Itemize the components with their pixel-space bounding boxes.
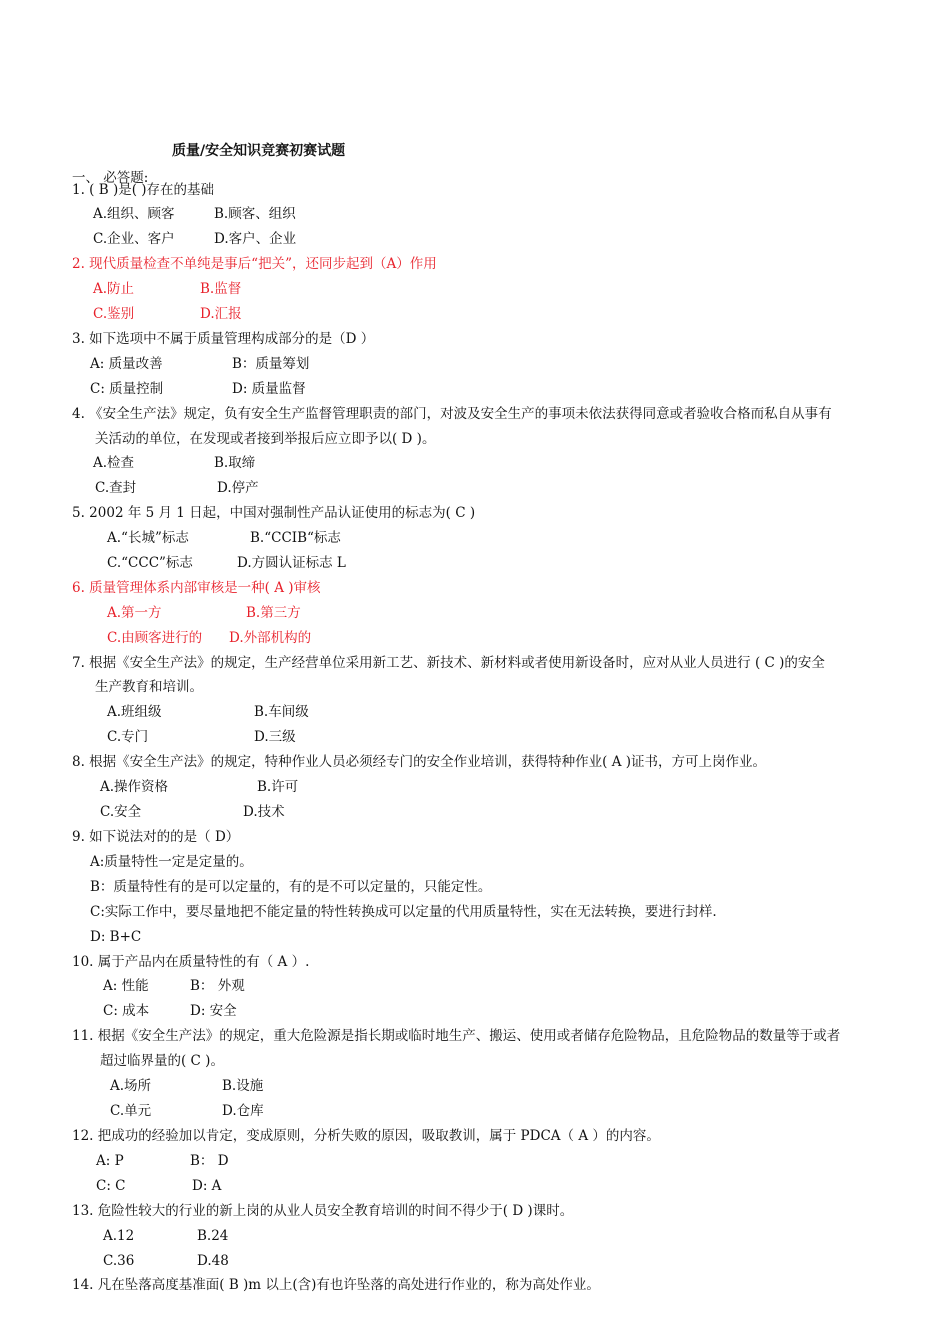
question-9-stem-line: D: B+C: [90, 929, 142, 945]
question-12-stem-line: 12. 把成功的经验加以肯定，变成原则，分析失败的原因，吸取教训，属于 PDCA（ A ）的内容。: [72, 1128, 660, 1144]
question-1-stem-line: 1. ( B )是( )存在的基础: [72, 182, 215, 198]
section-heading: 一、 必答题:: [72, 170, 149, 186]
question-5-option: C.“CCC”标志: [107, 555, 193, 571]
question-10-option: D: 安全: [190, 1003, 237, 1019]
question-3-stem-line: 3. 如下选项中不属于质量管理构成部分的是（D ）: [72, 331, 375, 347]
question-2-option: D.汇报: [200, 306, 242, 322]
question-3-option: A: 质量改善: [90, 356, 163, 372]
page-title: 质量/安全知识竞赛初赛试题: [172, 143, 346, 159]
question-3-option: C: 质量控制: [90, 381, 164, 397]
question-11-option: A.场所: [110, 1078, 152, 1094]
question-1-option: C.企业、客户: [93, 231, 175, 247]
question-5-option: D.方圆认证标志 L: [237, 555, 346, 571]
question-13-option: D.48: [197, 1253, 229, 1269]
question-11-option: C.单元: [110, 1103, 152, 1119]
question-4-option: C.查封: [95, 480, 137, 496]
question-9-stem-line: C:实际工作中，要尽量地把不能定量的特性转换成可以定量的代用质量特性，实在无法转换，要进行封样.: [90, 904, 717, 920]
question-5-option: B.“CCIB“标志: [250, 530, 341, 546]
question-1-option: D.客户、企业: [214, 231, 297, 247]
question-8-option: B.许可: [257, 779, 299, 795]
question-11-stem-line: 11. 根据《安全生产法》的规定，重大危险源是指长期或临时地生产、搬运、使用或者储存危险物品，且危险物品的数量等于或者: [72, 1028, 841, 1044]
question-7-stem-line: 7. 根据《安全生产法》的规定，生产经营单位采用新工艺、新技术、新材料或者使用新设备时，应对从业人员进行 ( C )的安全: [72, 655, 825, 671]
question-6-stem-line: 6. 质量管理体系内部审核是一种( A )审核: [72, 580, 321, 596]
question-2-stem-line: 2. 现代质量检查不单纯是事后“把关”，还同步起到（A）作用: [72, 256, 437, 272]
question-5-stem-line: 5. 2002 年 5 月 1 日起，中国对强制性产品认证使用的标志为( C ): [72, 505, 476, 521]
question-11-option: B.设施: [222, 1078, 264, 1094]
question-10-option: C: 成本: [103, 1003, 150, 1019]
question-12-option: C: C: [96, 1178, 126, 1194]
question-10-option: A: 性能: [103, 978, 149, 994]
question-6-option: B.第三方: [246, 605, 301, 621]
question-7-option: C.专门: [107, 729, 149, 745]
question-1-option: A.组织、顾客: [93, 206, 175, 222]
question-7-stem-line: 生产教育和培训。: [95, 679, 203, 695]
question-12-option: A: P: [96, 1153, 124, 1169]
question-13-stem-line: 13. 危险性较大的行业的新上岗的从业人员安全教育培训的时间不得少于( D )课时。: [72, 1203, 574, 1219]
question-13-option: B.24: [197, 1228, 229, 1244]
question-2-option: A.防止: [93, 281, 135, 297]
question-8-option: A.操作资格: [100, 779, 169, 795]
question-3-option: B：质量筹划: [232, 356, 310, 372]
question-13-option: A.12: [103, 1228, 135, 1244]
question-12-option: B： D: [190, 1153, 229, 1169]
question-6-option: D.外部机构的: [229, 630, 312, 646]
question-4-option: A.检查: [93, 455, 135, 471]
question-8-stem-line: 8. 根据《安全生产法》的规定，特种作业人员必须经专门的安全作业培训，获得特种作业( A )证书，方可上岗作业。: [72, 754, 767, 770]
question-1-option: B.顾客、组织: [214, 206, 296, 222]
question-9-stem-line: 9. 如下说法对的的是（ D）: [72, 829, 240, 845]
question-2-option: B.监督: [200, 281, 242, 297]
question-9-stem-line: A:质量特性一定是定量的。: [90, 854, 253, 870]
question-11-option: D.仓库: [222, 1103, 264, 1119]
question-10-option: B： 外观: [190, 978, 245, 994]
question-6-option: A.第一方: [107, 605, 162, 621]
question-3-option: D: 质量监督: [232, 381, 306, 397]
question-4-option: B.取缔: [214, 455, 256, 471]
question-4-stem-line: 4. 《安全生产法》规定，负有安全生产监督管理职责的部门，对波及安全生产的事项未依法获得同意或者验收合格而私自从事有: [72, 406, 832, 422]
question-8-option: C.安全: [100, 804, 142, 820]
question-13-option: C.36: [103, 1253, 135, 1269]
question-4-option: D.停产: [217, 480, 259, 496]
question-9-stem-line: B：质量特性有的是可以定量的，有的是不可以定量的，只能定性。: [90, 879, 492, 895]
question-4-stem-line: 关活动的单位，在发现或者接到举报后应立即予以( D )。: [95, 431, 436, 447]
question-7-option: B.车间级: [254, 704, 309, 720]
question-8-option: D.技术: [243, 804, 285, 820]
question-12-option: D: A: [192, 1178, 222, 1194]
question-14-stem-line: 14. 凡在坠落高度基准面( B )m 以上(含)有也许坠落的高处进行作业的，称为高处作业。: [72, 1277, 600, 1293]
question-2-option: C.鉴别: [93, 306, 135, 322]
question-7-option: D.三级: [254, 729, 296, 745]
question-11-stem-line: 超过临界量的( C )。: [100, 1053, 224, 1069]
question-7-option: A.班组级: [107, 704, 162, 720]
question-10-stem-line: 10. 属于产品内在质量特性的有（ A ）.: [72, 954, 310, 970]
question-5-option: A.“长城”标志: [107, 530, 189, 546]
question-6-option: C.由顾客进行的: [107, 630, 203, 646]
